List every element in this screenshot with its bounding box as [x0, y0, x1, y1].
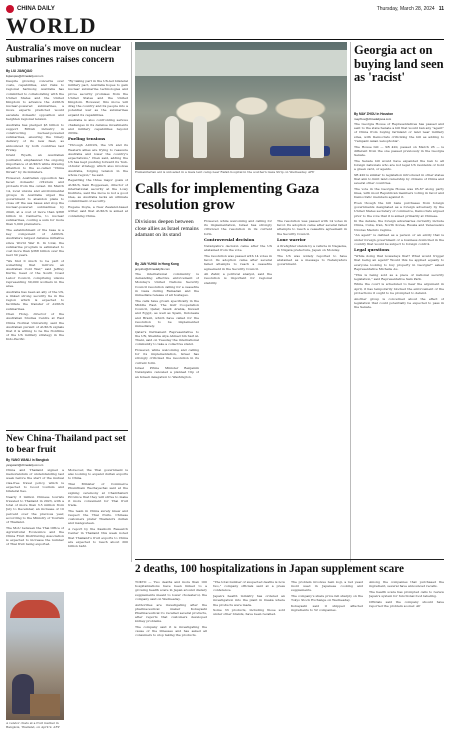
japan-body-col-2 [213, 580, 285, 740]
photo-person [310, 116, 324, 158]
aukus-paragraph: Grant Wyeth, an Australian journalist, emphasized the ongoing importance of AUKUS while drawing attention to the so-called "China threat" by its ministers. [6, 153, 64, 175]
georgia-headline: Georgia act on buying land seen as 'racist' [354, 43, 444, 84]
georgia-paragraph: "An agent" is defined as a person or an entity that is under foreign government or a business domiciled in the country that would be subject to foreign control. [354, 233, 444, 246]
gaza-paragraph: A firefighter stands by a vehicle in Nagaoka, in Niigata prefecture, Japan on Monday. [277, 244, 347, 253]
gaza-paragraph: Qatar's Permanent Representative to the UN, Sheikha Alya Ahmed bin Saif Al-Thani, said on Tuesday the international community to take a collective stand. [135, 329, 199, 347]
photo-person [230, 116, 244, 158]
japan-paragraph: Some 33 products, including those sold under other brands, have been recalled. [213, 608, 285, 617]
gaza-paragraph: The resolution was passed with 14 votes in favor. Its adoption came after several failed attempts to reach a ceasefire agreement in the Security Council. [277, 219, 347, 236]
aukus-paragraph: "Through AUKUS, the US and its Western allies are trying to reassure Australia and lower the country's expectations," Chen said, adding the US has kept pushing forward its 'hub-of-hubs' strategy, which also involves Australia, forging tension in the whole region," he said. [68, 143, 128, 177]
japan-body-col-1 [135, 580, 207, 740]
fruit-vendor-photo [6, 592, 64, 720]
georgia-paragraph: SB 420 is similar to legislation introduced in other states that aim to limit land ownership by citizens of China and several other countries. [354, 172, 444, 186]
gaza-subhead: Lone warrior [277, 236, 306, 242]
japan-paragraph: TOKYO — Two deaths and more than 100 hospitalizations have been linked to a growing health scare in Japan around dietary supplements meant to lower cholesterol, the company said on Wednesday. [135, 580, 207, 601]
aukus-paragraph: "By taking part in the US-led bilateral military pact, Australia hopes to gain nuclear submarine technologies and prove security promises from the United States and the United Kingdom. However, this move will drag the country and its people into a potential war as the submarines expand its capabilities. [68, 79, 128, 117]
gaza-paragraph: Ali Zahir, a political analyst, said the resolution is important for regional stability. [204, 272, 272, 285]
thailand-paragraph: The MoU between the Thai Office of Agricultural Economics and the China Fruit Distributing Association is expected to increase the number of Thai fruit being exported. [6, 525, 64, 547]
aukus-paragraph: "We find it much to be part of something that mirrors an Australian Cold War," said Jeffrey Kurtis, head of the South Coast Labor Council, comprising unions representing 30,000 workers in the area. [6, 258, 64, 289]
aukus-headline: Australia's move on nuclear submarines raises concern [6, 43, 121, 65]
japan-body-col-4 [369, 580, 444, 740]
georgia-paragraph: Another group is concerned about the effect of legislation that could potentially be expected to pass in the Senate. [354, 296, 444, 309]
dateline: Thursday, March 28, 2024 [376, 6, 435, 12]
photo-tent [135, 50, 347, 76]
japan-paragraph: Authorities are investigating after the pharmaceutical maker Kobayashi Pharmaceutical Co recalled several products, after reports that customers developed kidney problems. [135, 602, 207, 624]
column-rule [131, 42, 132, 562]
aukus-paragraph: Australia has been an ally of the US, a linked strong security tie in the region which is expected to facilitate the transfer of AUKUS submarines. [6, 289, 64, 311]
japan-paragraph: Kobayashi said it shipped affected ingredients to 52 companies. [291, 604, 363, 613]
divider [6, 430, 128, 431]
georgia-email: mayzhou@chinadailyusa.com [354, 116, 392, 121]
georgia-paragraph: The Georgia House of Representatives has passed and sent to the state Senate a bill that would ban any "agent" of China from buying farmland or land near military sites, with Democrats criticizing the bill as adding to "rampant Asian xenophobia". [354, 122, 444, 143]
photo-umbrella [10, 600, 60, 618]
georgia-paragraph: The vote in the Georgia House was 95-67 along party lines, with most Republican members voting in favor and Democratic members against it. [354, 186, 444, 200]
japan-paragraph: The company said it is investigating the cause of the illnesses and has asked all consumers to stop taking the products. [135, 625, 207, 638]
gaza-headline: Calls for implementing Gaza resolution grow [135, 181, 320, 213]
gaza-paragraph: Israel Prime Minister Benjamin Netanyahu canceled a planned trip of an Israeli delegation to Washington. [135, 366, 199, 379]
georgia-paragraph: Even though the bill bans purchases from foreign governments designated as a foreign adversary by the United States secretary of commerce, Democrats argued prior to the vote that it is aimed primarily at Chinese. [354, 200, 444, 218]
japan-paragraph: The company's share price fell sharply on the Tokyo Stock Exchange on Wednesday. [291, 594, 363, 603]
japan-headline: 2 deaths, 100 hospitalizations in Japan supplement scare [135, 563, 404, 575]
photo-cart [30, 694, 60, 716]
georgia-byline: By MAY ZHOU in Houston [354, 112, 394, 116]
aukus-paragraph: Regarding the three major goals of AUKUS, Sam Roggeveen, director of international security at the Lowy Institute, said the move is not a good idea, as Australia lacks an ultimate commitment of security. [68, 178, 128, 204]
gaza-paragraph: Netanyahu's decision came after the US abstained from the vote. [204, 244, 272, 253]
japan-body-col-3 [291, 580, 363, 740]
gaza-email: janyuhui@chinadailyhk.com [135, 266, 170, 271]
gaza-body-col-2 [204, 219, 272, 554]
aukus-paragraph: Australia has pledged $3 billion to support British industry in constructing nuclear-powered submarines, ensuring the timely delivery of its new fleet, as announced by both countries last Friday. [6, 122, 64, 152]
gaza-paragraph: The calls have grown specifically in the Middle East. The Gulf Cooperation Council, Qatar, Saudi Arabia, Kuwait and Egypt, as well as Spain, Indonesia and Brazil, which have called for the resolution to be implemented immediately. [135, 298, 199, 328]
thailand-body-col-1 [6, 468, 64, 588]
aukus-paragraph: Despite growing concerns over costs, capabilities, and risks to regional harmony, Australia has committed to collaborating with the United States and the United Kingdom to advance the AUKUS nuclear-powered submarines, a move experts predicted would escalate domestic opposition and heighten regional tension. [6, 79, 64, 121]
gaza-byline: By JAN YUHUI in Hong Kong [135, 262, 179, 266]
column-rule [350, 42, 351, 562]
photo-person [193, 116, 207, 158]
gaza-photo-caption: Humanitarian aid is unloaded in a Gaza tent camp near Rafah hospital in the southern Gaza Strip on Wednesday. AFP [135, 170, 315, 174]
georgia-subhead: Legal questions [354, 246, 390, 252]
japan-paragraph: Officials said the company should have reported the problem sooner. AP [369, 599, 444, 609]
divider [135, 559, 444, 560]
thailand-body-col-2 [68, 468, 128, 738]
gaza-body-col-1 [135, 272, 199, 554]
thailand-photo-caption: A vendor chats at a fruit market in Bangkok, Thailand, on April 9. AFP [6, 721, 60, 729]
section-title: WORLD [6, 13, 97, 38]
aukus-email: liujianqiao@chinadaily.com.cn [6, 73, 44, 78]
china-daily-logo-icon [6, 5, 14, 13]
thailand-paragraph: A report by the Kasikorn Research Center in Thailand this week noted that Thailand's fruit exports to China are expected to reach about 200 billion baht. [68, 527, 128, 548]
gaza-paragraph: The resolution was passed with 14 votes in favor. Its adoption came after several failed attempts to reach a ceasefire agreement in the Security Council. [204, 253, 272, 271]
aukus-paragraph: The establishment of the base is a key component of AUKUS. Australia's largest defense initiative since World War II. In total, the submarine program is estimated to cost more than $368 billion over the next 30 years. [6, 227, 64, 258]
japan-paragraph: "The total number of suspected deaths is now two," company officials said at a press conference. [213, 580, 285, 593]
page-number: 11 [438, 6, 444, 12]
thailand-paragraph: China and Thailand signed a memorandum of understanding last week before the start of the mutual visa-free travel policy, which is expected to boost tourism and bilateral ties. [6, 468, 64, 494]
aukus-byline: By LIU JIANQIAO [6, 69, 33, 73]
brand-name: CHINA DAILY [17, 6, 55, 12]
thailand-paragraph: Moreover, the Thai government is also looking to expand durian exports to China. [68, 468, 128, 481]
photo-person [165, 116, 179, 158]
thailand-paragraph: Nearly 3 million Chinese tourists traveled to Thailand in 2023, with a total of more than 3.5 million from July to December, an increase of 10 percent over the previous year, according to the Ministry of Tourism of Thailand. [6, 494, 64, 524]
gaza-body-col-3 [277, 219, 347, 554]
japan-paragraph: Among the companies that purchased the ingredient, several have announced recalls. [369, 580, 444, 589]
georgia-paragraph: "This is being sold as a piece of national security legislation," said Representative Sam Park. [354, 272, 444, 281]
japan-paragraph: Japan's health ministry has ordered an investigation into the plant in Osaka where the products were made. [213, 594, 285, 607]
gaza-paragraph: The international community is demanding effective enforcement of Monday's United Nations Security Council resolution calling for a ceasefire in Gaza during Ramadan and the immediate release of all hostages. [135, 272, 199, 298]
gaza-paragraph: However, while welcoming and calling for its implementation, Israel has strongly criticized the resolution in its current form. [135, 347, 199, 365]
gaza-hospital-photo [135, 42, 347, 170]
gaza-paragraph: The US was widely reported to have abstained as a message to Netanyahu's government. [277, 253, 347, 267]
aukus-paragraph: However, Australian opposition has faced domestic criticism and protests from the outset. On March 14, local unions and environmental groups in Australia urged the government to abandon plans to close off the sea bases and stop the nuclear-powered submarines by 2040, at a cost of more than $368 billion in Canberra, to nuclear submarines, costing a sum for more than 5,000 premature. [6, 175, 64, 227]
aukus-body-col-2 [68, 79, 128, 427]
gaza-subhead: Controversial decision [204, 236, 255, 242]
thailand-headline: New China-Thailand pact set to bear fruit [6, 433, 126, 455]
section-rule [6, 39, 444, 40]
georgia-paragraph: The House bill — SB 420, passed on March 26 — is different from the one passed previously in the Georgia Senate. [354, 144, 444, 157]
aukus-paragraph: Australia is also confronting serious challenges in its defense investments and military capabilities beyond 2030s. [68, 118, 128, 135]
georgia-paragraph: In the debate, the foreign adversaries currently include China, Cuba, Iran, North Korea, Russia and Venezuela's Nicolas Maduro regime. [354, 219, 444, 232]
gaza-deck: Divisions deepen between close allies as Israel remains adamant on its stand [135, 219, 199, 239]
georgia-paragraph: While the court is scheduled to hear the argument in April, it has temporarily blocked the enforcement of the protections it ought to be prompted to defend. [354, 282, 444, 295]
gaza-paragraph: However, while welcoming and calling for its implementation, Israel has strongly criticized the resolution in its current form. [204, 219, 272, 236]
thailand-byline: By YANG WANLI in Bangkok [6, 458, 50, 462]
aukus-subhead: Fueling tensions [68, 136, 106, 142]
japan-paragraph: The health scare has prompted calls to review Japan's system for functional food labeling. [369, 589, 444, 599]
aukus-paragraph: Eugene Doyle, a New Zealand-based writer, said that AUKUS is aimed at containing China. [68, 205, 128, 218]
georgia-paragraph: "While doing that nowadays that? What would trigger that being an agent? Would this be applied equally to everyone looking to buy property in Georgia?" asked Representative Michelle Au. [354, 254, 444, 271]
thailand-paragraph: The team in China surely knew and respect the Thai fruits. Chinese customers prefer Thailand's durian and mangosteen. [68, 508, 128, 526]
georgia-paragraph: The Senate bill would have expanded the ban to all foreign nationals who are not legal US residents or hold a green card, or agents. [354, 158, 444, 172]
georgia-body [354, 122, 444, 554]
thailand-email: yangwanli@chinadaily.com.cn [6, 462, 44, 467]
thailand-paragraph: Thai Minister of Commerce Phumtham Wechayachai said at the signing ceremony at Chanthaburi Province that they will strive to make it more convenient for Thai fruit trade. [68, 482, 128, 508]
japan-paragraph: The problem involves beni koji, a red yeast mold used in Japanese cooking and supplements. [291, 580, 363, 593]
aukus-body-col-1 [6, 79, 64, 427]
aukus-paragraph: Chen Hong, director of the Australian Studies Centre at East China Normal University, said the Australian pursuit of AUKUS signals that it is willing to be the frontline of the US military strategy in the Indo-Pacific. [6, 312, 64, 342]
